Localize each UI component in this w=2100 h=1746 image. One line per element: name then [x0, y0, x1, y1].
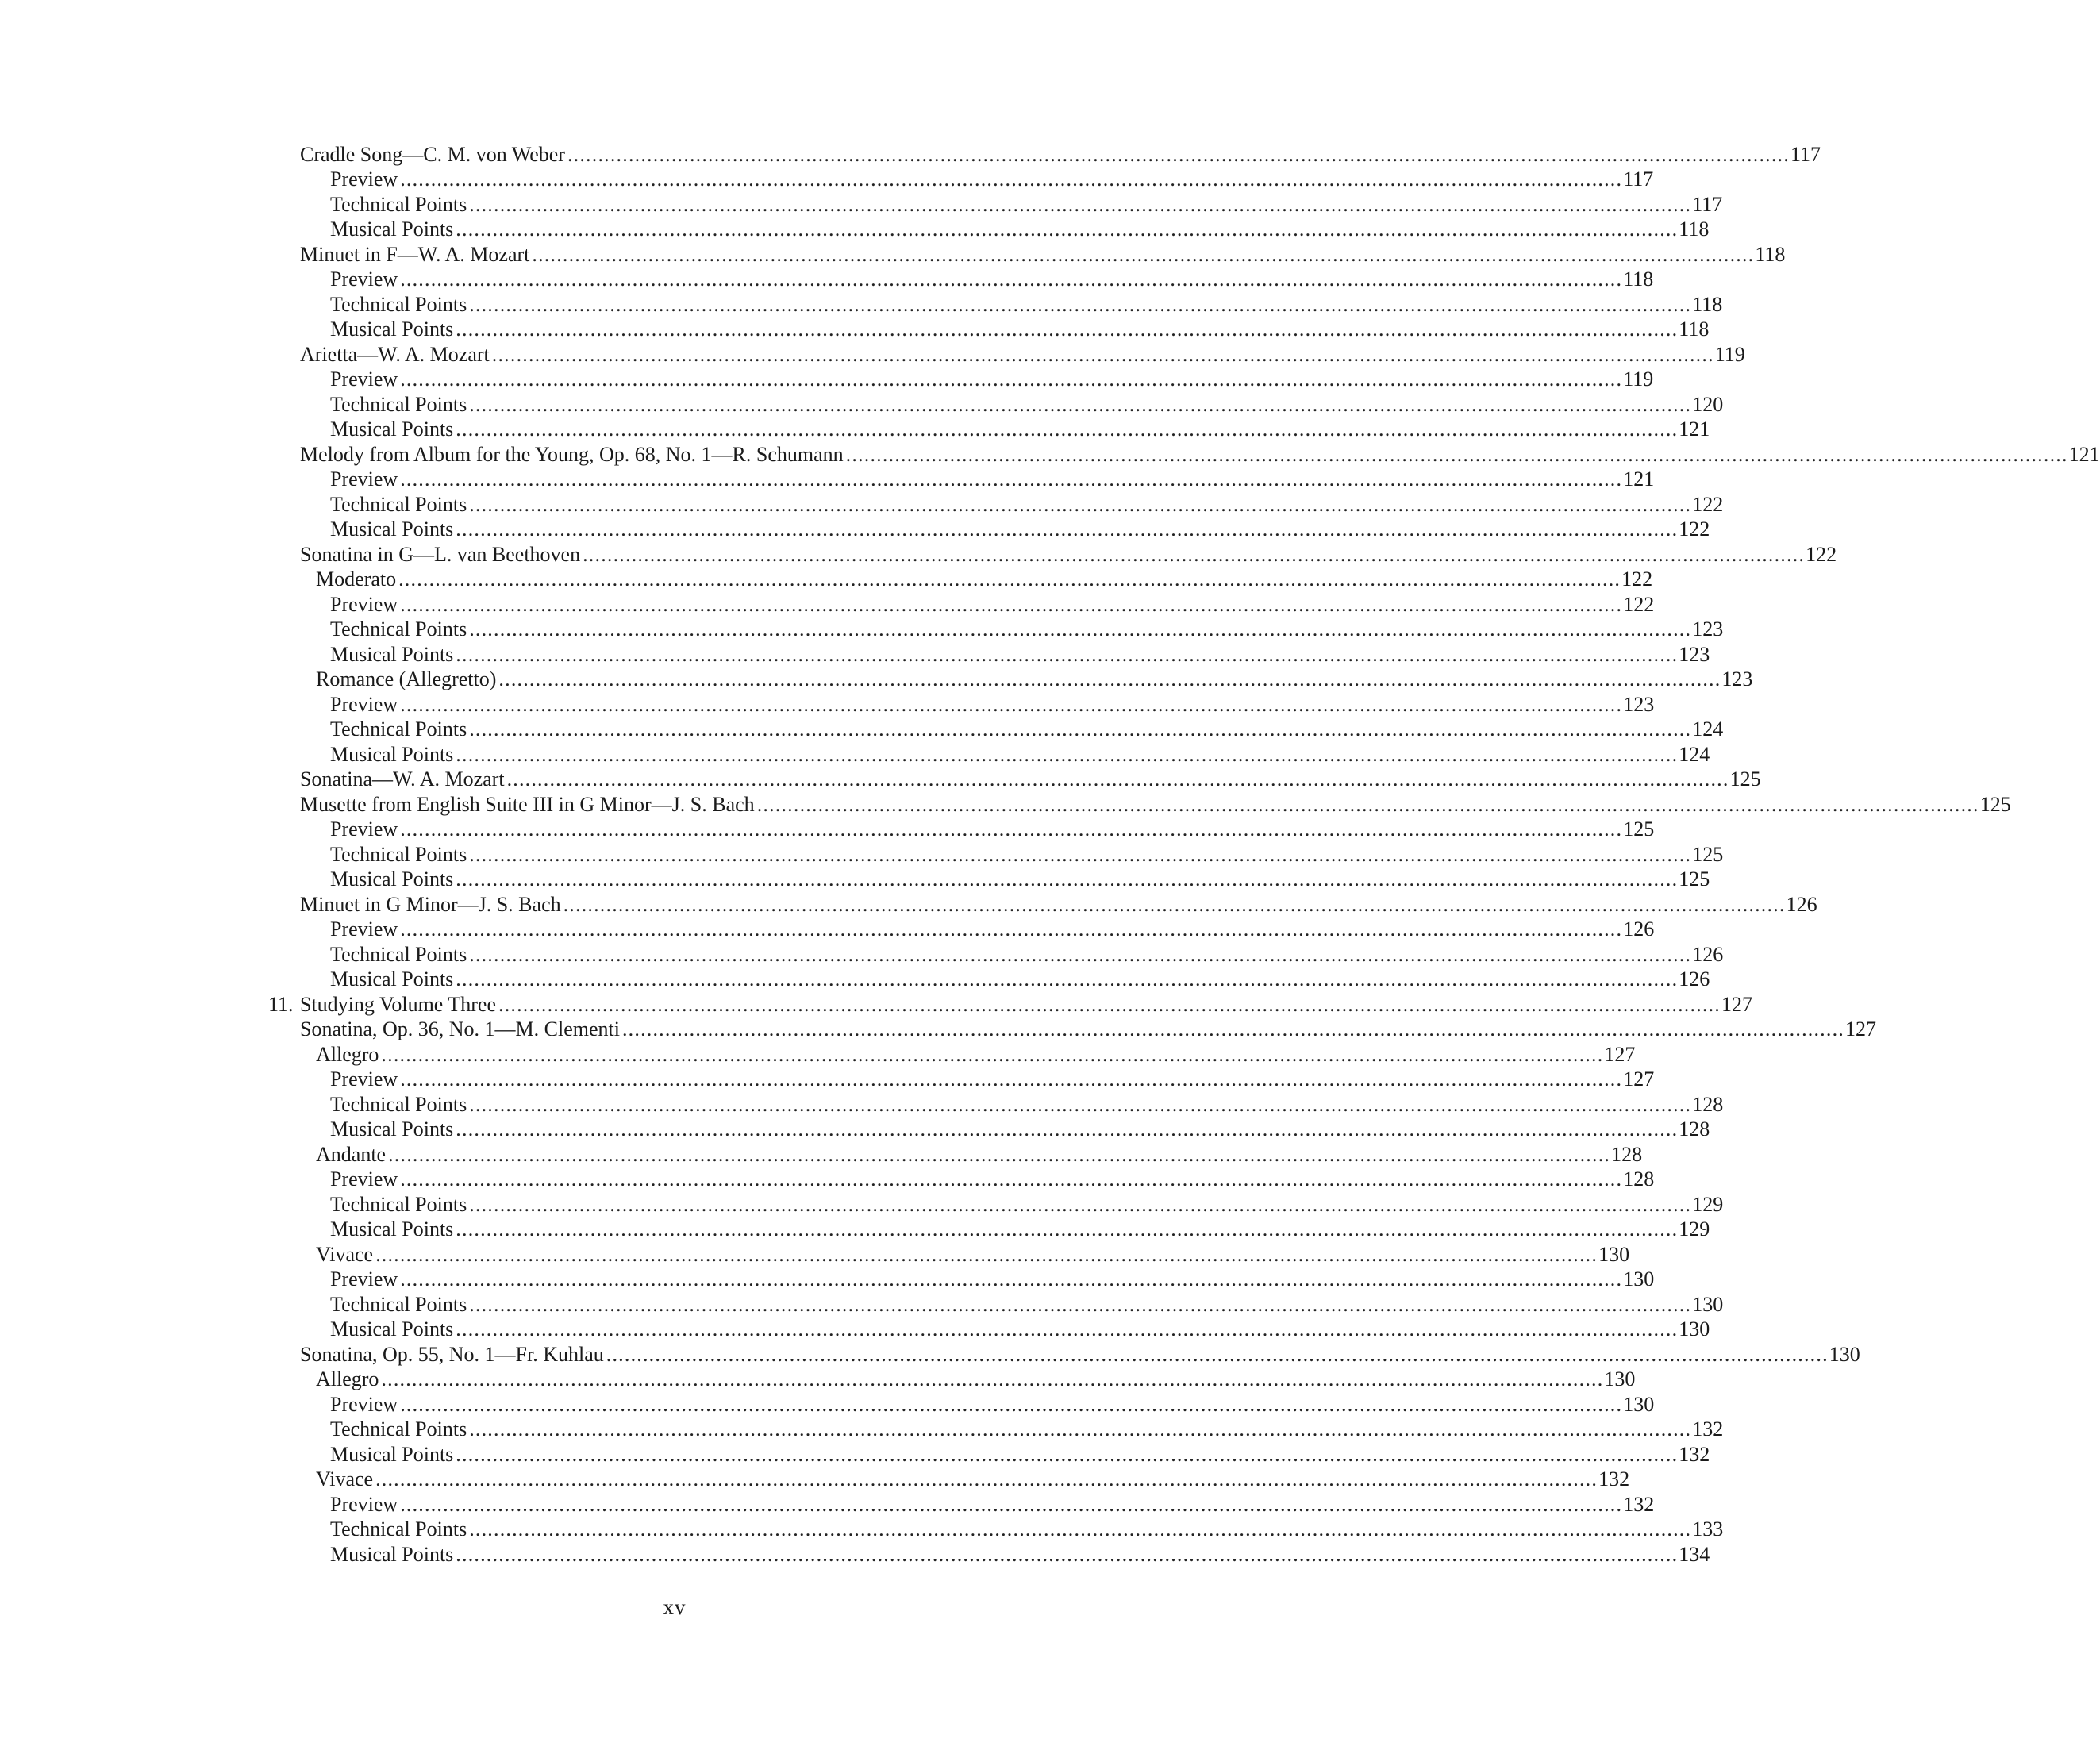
toc-entry-page: 123 [1623, 692, 1655, 716]
dot-leader: ........................................................................................................................................................................................................ [400, 1392, 1623, 1416]
dot-leader: ........................................................................................................................................................................................................ [400, 267, 1623, 290]
toc-entry [0, 540, 1837, 566]
toc-entry-title: Preview [330, 917, 398, 940]
toc-entry [0, 1190, 1724, 1216]
dot-leader: ........................................................................................................................................................................................................ [388, 1142, 1611, 1166]
toc-entry-page: 134 [1679, 1542, 1710, 1566]
toc-entry-page: 118 [1755, 242, 1786, 266]
dot-leader: ........................................................................................................................................................................................................ [469, 392, 1692, 416]
toc-entry [0, 715, 1724, 740]
dot-leader: ........................................................................................................................................................................................................ [498, 992, 1721, 1016]
dot-leader: ........................................................................................................................................................................................................ [469, 1417, 1692, 1440]
table-of-contents [0, 140, 2100, 1566]
toc-entry [0, 1015, 1876, 1040]
toc-entry [0, 790, 2011, 816]
toc-entry [0, 140, 1821, 166]
dot-leader: ........................................................................................................................................................................................................ [456, 642, 1679, 666]
toc-entry-title: Allegro [316, 1367, 379, 1390]
toc-entry [0, 1140, 1643, 1166]
toc-entry [0, 690, 1655, 716]
toc-entry-page: 118 [1692, 292, 1723, 316]
toc-entry-page: 119 [1714, 342, 1745, 366]
dot-leader: ........................................................................................................................................................................................................ [469, 192, 1692, 216]
dot-leader: ........................................................................................................................................................................................................ [400, 692, 1623, 716]
toc-entry [0, 240, 1786, 266]
dot-leader: ........................................................................................................................................................................................................ [381, 1367, 1604, 1390]
toc-entry-title: Musical Points [330, 417, 454, 440]
toc-entry-title: Preview [330, 592, 398, 616]
toc-entry [0, 565, 1653, 590]
toc-entry-page: 121 [2068, 442, 2100, 466]
dot-leader: ........................................................................................................................................................................................................ [381, 1042, 1604, 1066]
toc-entry-page: 126 [1692, 942, 1724, 966]
toc-entry-title: Sonatina, Op. 55, No. 1—Fr. Kuhlau [300, 1342, 604, 1366]
toc-entry-page: 127 [1604, 1042, 1636, 1066]
dot-leader: ........................................................................................................................................................................................................ [498, 667, 1721, 690]
toc-entry-page: 130 [1829, 1342, 1860, 1366]
dot-leader: ........................................................................................................................................................................................................ [469, 1092, 1692, 1116]
toc-entry [0, 1465, 1630, 1490]
toc-entry [0, 1115, 1710, 1140]
toc-entry [0, 390, 1724, 416]
toc-entry-title: Musical Points [330, 217, 454, 240]
toc-entry [0, 1040, 1636, 1066]
toc-entry [0, 890, 1817, 916]
toc-entry-page: 122 [1806, 542, 1837, 566]
toc-entry-title: Musical Points [330, 867, 454, 890]
toc-entry [0, 640, 1710, 666]
dot-leader: ........................................................................................................................................................................................................ [400, 1492, 1623, 1516]
dot-leader: ........................................................................................................................................................................................................ [456, 317, 1679, 340]
toc-entry-title: Minuet in F—W. A. Mozart [300, 242, 530, 266]
toc-entry-page: 127 [1623, 1067, 1655, 1090]
dot-leader: ........................................................................................................................................................................................................ [469, 1517, 1692, 1540]
toc-entry-page: 125 [1979, 792, 2011, 816]
toc-entry [0, 990, 1752, 1016]
dot-leader: ........................................................................................................................................................................................................ [400, 1267, 1623, 1290]
toc-entry-title: Minuet in G Minor—J. S. Bach [300, 892, 561, 916]
toc-entry-title: Technical Points [330, 942, 467, 966]
dot-leader: ........................................................................................................................................................................................................ [400, 1167, 1623, 1190]
toc-entry-page: 129 [1692, 1192, 1724, 1216]
dot-leader: ........................................................................................................................................................................................................ [469, 292, 1692, 316]
toc-entry-title: Musical Points [330, 1442, 454, 1466]
toc-entry [0, 840, 1724, 866]
toc-entry-page: 122 [1679, 517, 1710, 540]
toc-entry-title: Preview [330, 1492, 398, 1516]
toc-entry-title: Technical Points [330, 1417, 467, 1440]
dot-leader: ........................................................................................................................................................................................................ [567, 142, 1790, 166]
toc-entry-title: Technical Points [330, 842, 467, 866]
toc-entry [0, 1090, 1724, 1116]
toc-entry [0, 1540, 1710, 1566]
toc-entry [0, 740, 1710, 766]
dot-leader: ........................................................................................................................................................................................................ [583, 542, 1806, 566]
toc-entry [0, 165, 1654, 190]
toc-entry-title: Moderato [316, 567, 397, 590]
toc-entry-page: 127 [1844, 1017, 1876, 1040]
toc-entry-title: Sonatina in G—L. van Beethoven [300, 542, 581, 566]
dot-leader: ........................................................................................................................................................................................................ [400, 1067, 1623, 1090]
toc-entry-title: Preview [330, 467, 398, 490]
toc-entry [0, 190, 1723, 216]
dot-leader: ........................................................................................................................................................................................................ [456, 867, 1679, 890]
toc-entry-page: 118 [1679, 317, 1710, 340]
toc-entry-page: 117 [1692, 192, 1723, 216]
toc-entry-page: 122 [1623, 592, 1655, 616]
toc-entry [0, 1390, 1655, 1416]
dot-leader: ........................................................................................................................................................................................................ [469, 842, 1692, 866]
dot-leader: ........................................................................................................................................................................................................ [456, 1442, 1679, 1466]
toc-entry-page: 128 [1611, 1142, 1643, 1166]
toc-entry-page: 125 [1729, 767, 1761, 790]
toc-entry-title: Studying Volume Three [300, 992, 496, 1016]
toc-entry [0, 1215, 1710, 1240]
toc-entry-title: Musical Points [330, 1217, 454, 1240]
dot-leader: ........................................................................................................................................................................................................ [400, 817, 1623, 840]
toc-entry-title: Preview [330, 367, 398, 390]
toc-entry-title: Preview [330, 1167, 398, 1190]
toc-entry-page: 122 [1692, 492, 1724, 516]
dot-leader: ........................................................................................................................................................................................................ [506, 767, 1729, 790]
toc-entry-title: Musical Points [330, 1317, 454, 1340]
toc-entry [0, 490, 1724, 516]
toc-entry-page: 128 [1679, 1117, 1710, 1140]
toc-entry-page: 126 [1623, 917, 1655, 940]
dot-leader: ........................................................................................................................................................................................................ [400, 467, 1623, 490]
toc-entry [0, 615, 1724, 640]
toc-entry-page: 128 [1623, 1167, 1655, 1190]
toc-entry [0, 1515, 1724, 1540]
dot-leader: ........................................................................................................................................................................................................ [375, 1467, 1598, 1490]
toc-entry [0, 665, 1753, 690]
dot-leader: ........................................................................................................................................................................................................ [532, 242, 1755, 266]
toc-entry-title: Arietta—W. A. Mozart [300, 342, 490, 366]
toc-entry-page: 129 [1679, 1217, 1710, 1240]
toc-entry [0, 415, 1710, 440]
toc-entry-page: 130 [1692, 1292, 1724, 1316]
toc-entry-title: Cradle Song—C. M. von Weber [300, 142, 565, 166]
toc-entry-page: 123 [1721, 667, 1753, 690]
toc-entry-page: 132 [1623, 1492, 1655, 1516]
dot-leader: ........................................................................................................................................................................................................ [456, 1542, 1679, 1566]
dot-leader: ........................................................................................................................................................................................................ [456, 1217, 1679, 1240]
dot-leader: ........................................................................................................................................................................................................ [400, 167, 1623, 190]
toc-entry [0, 365, 1654, 390]
toc-entry [0, 940, 1724, 966]
dot-leader: ........................................................................................................................................................................................................ [456, 217, 1679, 240]
toc-entry [0, 1440, 1710, 1466]
toc-entry-title: Preview [330, 267, 398, 290]
toc-entry-page: 132 [1692, 1417, 1724, 1440]
dot-leader: ........................................................................................................................................................................................................ [621, 1017, 1844, 1040]
dot-leader: ........................................................................................................................................................................................................ [398, 567, 1621, 590]
toc-entry-title: Preview [330, 1267, 398, 1290]
dot-leader: ........................................................................................................................................................................................................ [469, 492, 1692, 516]
toc-entry [0, 1065, 1655, 1090]
toc-entry-title: Musette from English Suite III in G Minor—J. S. Bach [300, 792, 755, 816]
toc-entry-title: Sonatina—W. A. Mozart [300, 767, 505, 790]
toc-entry-title: Andante [316, 1142, 387, 1166]
toc-entry-title: Technical Points [330, 192, 467, 216]
toc-entry-title: Musical Points [330, 317, 454, 340]
dot-leader: ........................................................................................................................................................................................................ [456, 967, 1679, 990]
toc-entry [0, 1165, 1655, 1190]
toc-entry [0, 1340, 1860, 1366]
toc-entry-page: 126 [1679, 967, 1710, 990]
toc-entry-page: 125 [1679, 867, 1710, 890]
toc-entry-title: Musical Points [330, 1542, 454, 1566]
toc-entry [0, 465, 1655, 490]
toc-entry [0, 315, 1710, 340]
toc-entry [0, 1265, 1655, 1290]
toc-entry-page: 120 [1692, 392, 1724, 416]
toc-entry-title: Musical Points [330, 517, 454, 540]
toc-entry [0, 815, 1655, 840]
toc-entry [0, 1415, 1724, 1440]
dot-leader: ........................................................................................................................................................................................................ [469, 717, 1692, 740]
toc-entry-title: Preview [330, 167, 398, 190]
dot-leader: ........................................................................................................................................................................................................ [469, 1292, 1692, 1316]
dot-leader: ........................................................................................................................................................................................................ [563, 892, 1786, 916]
toc-entry-title: Vivace [316, 1242, 374, 1266]
dot-leader: ........................................................................................................................................................................................................ [606, 1342, 1829, 1366]
toc-entry-page: 133 [1692, 1517, 1724, 1540]
dot-leader: ........................................................................................................................................................................................................ [400, 917, 1623, 940]
toc-entry-title: Technical Points [330, 292, 467, 316]
toc-entry-title: Preview [330, 1067, 398, 1090]
dot-leader: ........................................................................................................................................................................................................ [456, 1317, 1679, 1340]
toc-entry [0, 1240, 1630, 1266]
toc-entry [0, 965, 1710, 990]
toc-entry-page: 126 [1786, 892, 1817, 916]
toc-entry-title: Musical Points [330, 642, 454, 666]
toc-entry-title: Preview [330, 817, 398, 840]
dot-leader: ........................................................................................................................................................................................................ [756, 792, 1979, 816]
dot-leader: ........................................................................................................................................................................................................ [469, 942, 1692, 966]
toc-entry-page: 130 [1623, 1267, 1655, 1290]
toc-entry-page: 127 [1721, 992, 1752, 1016]
toc-entry [0, 265, 1654, 290]
toc-entry [0, 215, 1710, 240]
dot-leader: ........................................................................................................................................................................................................ [456, 417, 1679, 440]
toc-entry-title: Allegro [316, 1042, 379, 1066]
toc-entry [0, 1365, 1636, 1390]
dot-leader: ........................................................................................................................................................................................................ [456, 517, 1679, 540]
toc-entry-title: Musical Points [330, 742, 454, 766]
toc-entry-title: Technical Points [330, 717, 467, 740]
toc-entry [0, 340, 1745, 366]
toc-entry [0, 590, 1655, 616]
dot-leader: ........................................................................................................................................................................................................ [456, 1117, 1679, 1140]
toc-entry-page: 124 [1692, 717, 1724, 740]
toc-entry-page: 122 [1621, 567, 1653, 590]
toc-entry-page: 128 [1692, 1092, 1724, 1116]
toc-entry-page: 117 [1623, 167, 1654, 190]
toc-entry [0, 290, 1723, 316]
toc-entry [0, 915, 1655, 940]
toc-entry-title: Technical Points [330, 392, 467, 416]
toc-entry-title: Romance (Allegretto) [316, 667, 497, 690]
toc-entry-page: 123 [1679, 642, 1710, 666]
toc-entry [0, 765, 1761, 790]
toc-entry-page: 118 [1623, 267, 1654, 290]
toc-entry [0, 1490, 1655, 1516]
toc-entry-page: 132 [1679, 1442, 1710, 1466]
page-number: xv [663, 1595, 687, 1619]
toc-entry-title: Technical Points [330, 1192, 467, 1216]
toc-entry-title: Technical Points [330, 492, 467, 516]
dot-leader: ........................................................................................................................................................................................................ [375, 1242, 1598, 1266]
dot-leader: ........................................................................................................................................................................................................ [400, 367, 1623, 390]
dot-leader: ........................................................................................................................................................................................................ [491, 342, 1714, 366]
dot-leader: ........................................................................................................................................................................................................ [400, 592, 1623, 616]
toc-entry-page: 121 [1623, 467, 1655, 490]
toc-entry-title: Technical Points [330, 1517, 467, 1540]
toc-entry-title: Melody from Album for the Young, Op. 68, No. 1—R. Schumann [300, 442, 844, 466]
toc-entry [0, 1290, 1724, 1316]
toc-entry-page: 130 [1623, 1392, 1655, 1416]
toc-entry-title: Technical Points [330, 1092, 467, 1116]
toc-entry-page: 130 [1604, 1367, 1636, 1390]
toc-entry-page: 117 [1790, 142, 1821, 166]
dot-leader: ........................................................................................................................................................................................................ [469, 1192, 1692, 1216]
toc-entry-page: 125 [1623, 817, 1655, 840]
toc-entry [0, 865, 1710, 890]
toc-entry-page: 123 [1692, 617, 1724, 640]
toc-entry-title: Technical Points [330, 617, 467, 640]
toc-entry [0, 440, 2100, 466]
toc-entry-title: Technical Points [330, 1292, 467, 1316]
dot-leader: ........................................................................................................................................................................................................ [469, 617, 1692, 640]
toc-entry-page: 118 [1679, 217, 1710, 240]
toc-entry-page: 119 [1623, 367, 1654, 390]
toc-entry-page: 125 [1692, 842, 1724, 866]
toc-entry-title: Sonatina, Op. 36, No. 1—M. Clementi [300, 1017, 620, 1040]
toc-entry-title: Preview [330, 1392, 398, 1416]
toc-entry-page: 130 [1598, 1242, 1630, 1266]
chapter-number: 11. [268, 992, 294, 1016]
toc-entry [0, 1315, 1710, 1340]
toc-entry-page: 132 [1598, 1467, 1630, 1490]
toc-entry-title: Musical Points [330, 1117, 454, 1140]
toc-entry-title: Musical Points [330, 967, 454, 990]
toc-entry-title: Preview [330, 692, 398, 716]
toc-entry-page: 130 [1679, 1317, 1710, 1340]
toc-entry-page: 121 [1679, 417, 1710, 440]
dot-leader: ........................................................................................................................................................................................................ [845, 442, 2068, 466]
toc-entry-page: 124 [1679, 742, 1710, 766]
dot-leader: ........................................................................................................................................................................................................ [456, 742, 1679, 766]
toc-entry-title: Vivace [316, 1467, 374, 1490]
toc-entry [0, 515, 1710, 540]
